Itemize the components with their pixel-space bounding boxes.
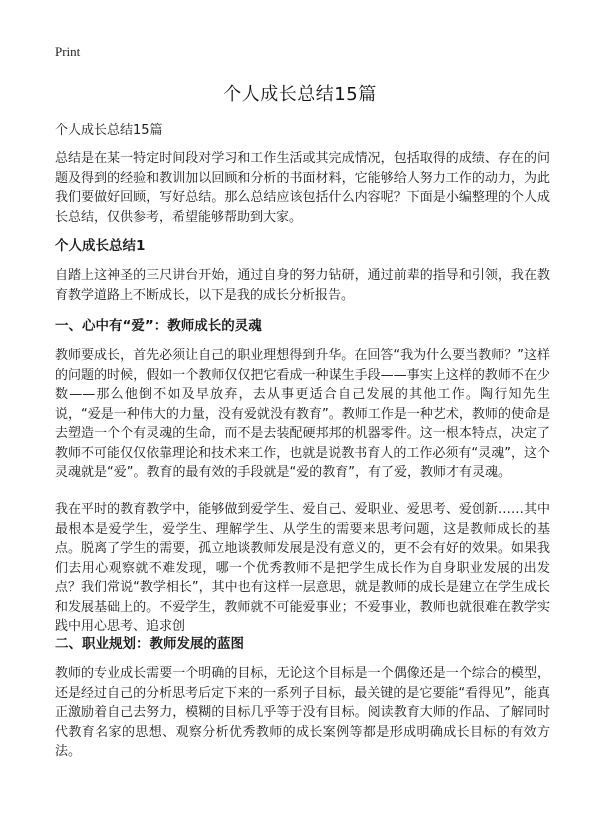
chapter-1-paragraph-1: 教师要成长，首先必须让自己的职业理想得到升华。在回答“我为什么要当教师？”这样的问题的时候，假如一个教师仅仅把它看成一种谋生手段——事实上这样的教师不在少数——那么他倒不如及早放弃，去从事更适合自己发展的其他工作。陶行知先生说，“爱是一种伟大的力量，没有爱就没有教育”。教师工作是一种艺术，教师的使命是去塑造一个个有灵魂的生命，而不是去装配硬邦邦的机器零件。这一根本特点，决定了教师不可能仅仅依靠理论和技术来工作，也就是说教书育人的工作必须有“灵魂”，这个灵魂就是“爱”。教育的最有效的手段就是“爱的教育”，有了爱，教师才有灵魂。 (55, 348, 550, 480)
print-label: Print (55, 44, 81, 59)
section-1-title: 个人成长总结1 (55, 238, 146, 254)
chapter-1-heading: 一、心中有“爱”：教师成长的灵魂 (55, 318, 262, 334)
section-1-paragraph: 自踏上这神圣的三尺讲台开始，通过自身的努力钻研，通过前辈的指导和引领，我在教育教学道路上不断成长，以下是我的成长分析报告。 (55, 268, 550, 303)
chapter-2-paragraph: 教师的专业成长需要一个明确的目标，无论这个目标是一个偶像还是一个综合的模型，还是经过自己的分析思考后定下来的一系列子目标，最关键的是它要能“看得见”，能真正激励着自己去努力，模糊的目标几乎等于没有目标。阅读教育大师的作品、了解同时代教育名家的思想、观察分析优秀教师的成长案例等都是形成明确成长目标的有效方法。 (55, 666, 550, 759)
chapter-2-heading: 二、职业规划：教师发展的蓝图 (55, 636, 244, 652)
document-subtitle: 个人成长总结15篇 (55, 123, 163, 138)
intro-paragraph: 总结是在某一特定时间段对学习和工作生活或其完成情况，包括取得的成绩、存在的问题及得到的经验和教训加以回顾和分析的书面材料，它能够给人努力工作的动力，为此我们要做好回顾，写好总结。那么总结应该包括什么内容呢？下面是小编整理的个人成长总结，仅供参考，希望能够帮助到大家。 (55, 151, 550, 225)
document-title: 个人成长总结15篇 (223, 84, 377, 105)
chapter-1-paragraph-2: 我在平时的教育教学中，能够做到爱学生、爱自己、爱职业、爱思考、爱创新……其中最根本是爱学生，爱学生、理解学生、从学生的需要来思考问题，这是教师成长的基点。脱离了学生的需要，孤立地谈教师发展是没有意义的，更不会有好的效果。如果我们去用心观察就不难发现，哪一个优秀教师不是把学生成长作为自身职业发展的出发点？我们常说“教学相长”，其中也有这样一层意思，就是教师的成长是建立在学生成长和发展基础上的。不爱学生，教师就不可能爱事业；不爱事业，教师也就很难在教学实践中用心思考、追求创 (55, 502, 550, 634)
